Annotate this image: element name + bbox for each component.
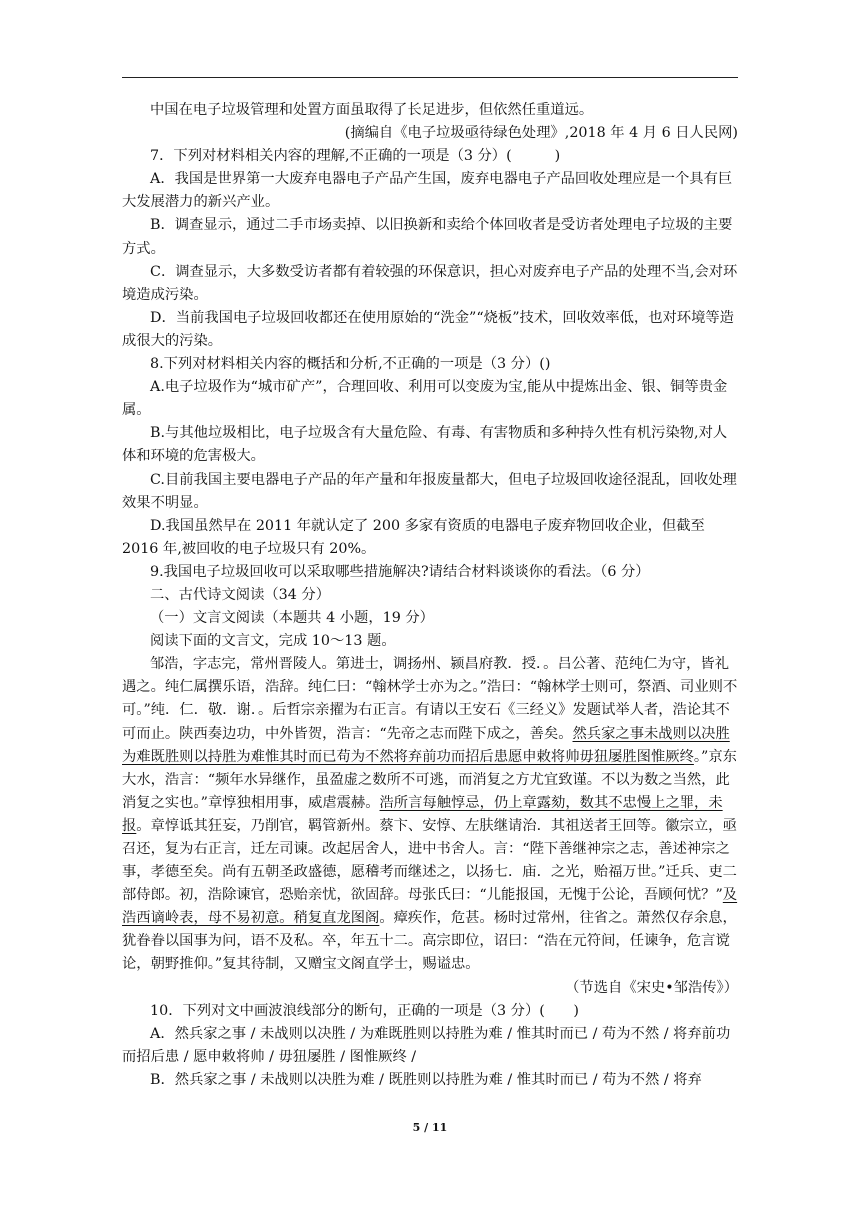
paragraph: 中国在电子垃圾管理和处置方面虽取得了长足进步，但依然任重道远。 (150, 102, 594, 118)
option-10a: A．然兵家之事 / 未战则以决胜 / 为难既胜则以持胜为难 / 惟其时而已 / 苟为不然 / 将弃前功而招后患 / 愿申敕将帅 / 毋狃屡胜 / 图惟厥终 / (122, 1025, 731, 1065)
question-8: 8.下列对材料相关内容的概括和分析,不正确的一项是（3 分）() (150, 356, 551, 373)
subsection-heading: （一）文言文阅读（本题共 4 小题，19 分） (150, 610, 434, 627)
classical-text-part: 。章惇诋其狂妄，乃削官，羁管新州。蔡卞、安惇、左肤继请治．其祖送者王回等。徽宗立，亟召还，复为右正言，迁左司谏。改起居舍人，进中书舍人。言：“陛下善继神宗之志，善述神宗之事，孝德至矣。尚有五朝圣政盛德，愿稽考而继述之，以扬七．庙．之光，贻福万世。”迁兵、吏二部侍郎。初，浩除谏官，恐贻亲忧，欲固辞。母张氏曰：“儿能报国，无愧于公论，吾顾何忧？” (122, 817, 737, 904)
option-7b: B．调查显示，通过二手市场卖掉、以旧换新和卖给个体回收者是受访者处理电子垃圾的主要方式。 (122, 217, 733, 257)
classical-text (122, 653, 738, 976)
question-9: 9.我国电子垃圾回收可以采取哪些措施解决?请结合材料谈谈你的看法。（6 分） (150, 563, 650, 580)
underlined-sentence: 及浩西谪岭表，母不易初意。稍复直龙图阁 (122, 887, 738, 927)
wavy-underlined-passage: 然兵家之事未战则以决胜为难既胜则以持胜为难惟其时而已苟为不然将弃前功而招后患愿申敕将帅毋狃屡胜图惟厥终 (122, 725, 730, 765)
classical-text-part: 邹浩，字志完，常州晋陵人。第进士，调扬州、颍昌府教．授．。吕公著、范纯仁为守，皆礼遇之。纯仁属撰乐语，浩辞。纯仁曰：“翰林学士亦为之。”浩曰：“翰林学士则可，祭酒、司业则不可。”纯．仁．敬．谢．。后哲宗亲擢为右正言。有请以王安石《三经义》发题试举人者，浩论其不可而止。陕西奏边功，中外皆贺，浩言：“先帝之志而陛下成之，善矣。 (122, 656, 738, 742)
section-heading: 二、古代诗文阅读（34 分） (150, 586, 331, 603)
option-8b: B.与其他垃圾相比，电子垃圾含有大量危险、有毒、有害物质和多种持久性有机污染物,对人体和环境的危害极大。 (122, 425, 728, 465)
question-7: 7．下列对材料相关内容的理解,不正确的一项是（3 分）( ) (150, 148, 561, 165)
option-10b: B．然兵家之事 / 未战则以决胜为难 / 既胜则以持胜为难 / 惟其时而已 / 苟为不然 / 将弃 (150, 1071, 702, 1088)
option-8d: D.我国虽然早在 2011 年就认定了 200 多家有资质的电器电子废弃物回收企业，但截至 2016 年,被回收的电子垃圾只有 20%。 (122, 517, 705, 557)
reading-instruction: 阅读下面的文言文，完成 10～13 题。 (150, 633, 396, 650)
option-8a: A.电子垃圾作为“城市矿产”，合理回收、利用可以变废为宝,能从中提炼出金、银、铜等贵金属。 (122, 379, 728, 419)
classical-text-part: 。瘴疾作，危甚。杨时过常州，往省之。萧然仅存余息，犹眷眷以国事为问，语不及私。卒，年五十二。高宗即位，诏曰：“浩在元符间，任谏争，危言谠论，朝野推仰。”复其待制，又赠宝文阁直学士，赐谥忠。 (122, 910, 737, 973)
option-7a: A．我国是世界第一大废弃电器电子产品产生国，废弃电器电子产品回收处理应是一个具有巨大发展潜力的新兴产业。 (122, 171, 733, 211)
underlined-sentence: 浩所言每触惇忌，仍上章露劾，数其不忠慢上之罪，未报 (122, 794, 723, 834)
question-10: 10．下列对文中画波浪线部分的断句，正确的一项是（3 分）( ) (150, 1002, 580, 1019)
page-number: 5 / 11 (412, 1121, 448, 1134)
header-rule (122, 77, 738, 78)
source-citation: （节选自《宋史•邹浩传》） (565, 979, 738, 996)
classical-text-part: 。”京东大水，浩言：“频年水异继作，虽盈虚之数所不可逃，而消复之方尤宜致谨。不以为数之当然，此消复之实也。”章惇独相用事，威虐震赫。 (122, 748, 737, 811)
option-7d: D．当前我国电子垃圾回收都还在使用原始的“洗金”“烧板”技术，回收效率低，也对环境等造成很大的污染。 (122, 309, 734, 349)
option-8c: C.目前我国主要电器电子产品的年产量和年报废量都大，但电子垃圾回收途径混乱，回收处理效果不明显。 (122, 471, 737, 511)
option-7c: C．调查显示，大多数受访者都有着较强的环保意识，担心对废弃电子产品的处理不当,会对环境造成污染。 (122, 263, 738, 303)
page-body (122, 99, 738, 1092)
source-citation: (摘编自《电子垃圾亟待绿色处理》,2018 年 4 月 6 日人民网) (344, 125, 738, 142)
